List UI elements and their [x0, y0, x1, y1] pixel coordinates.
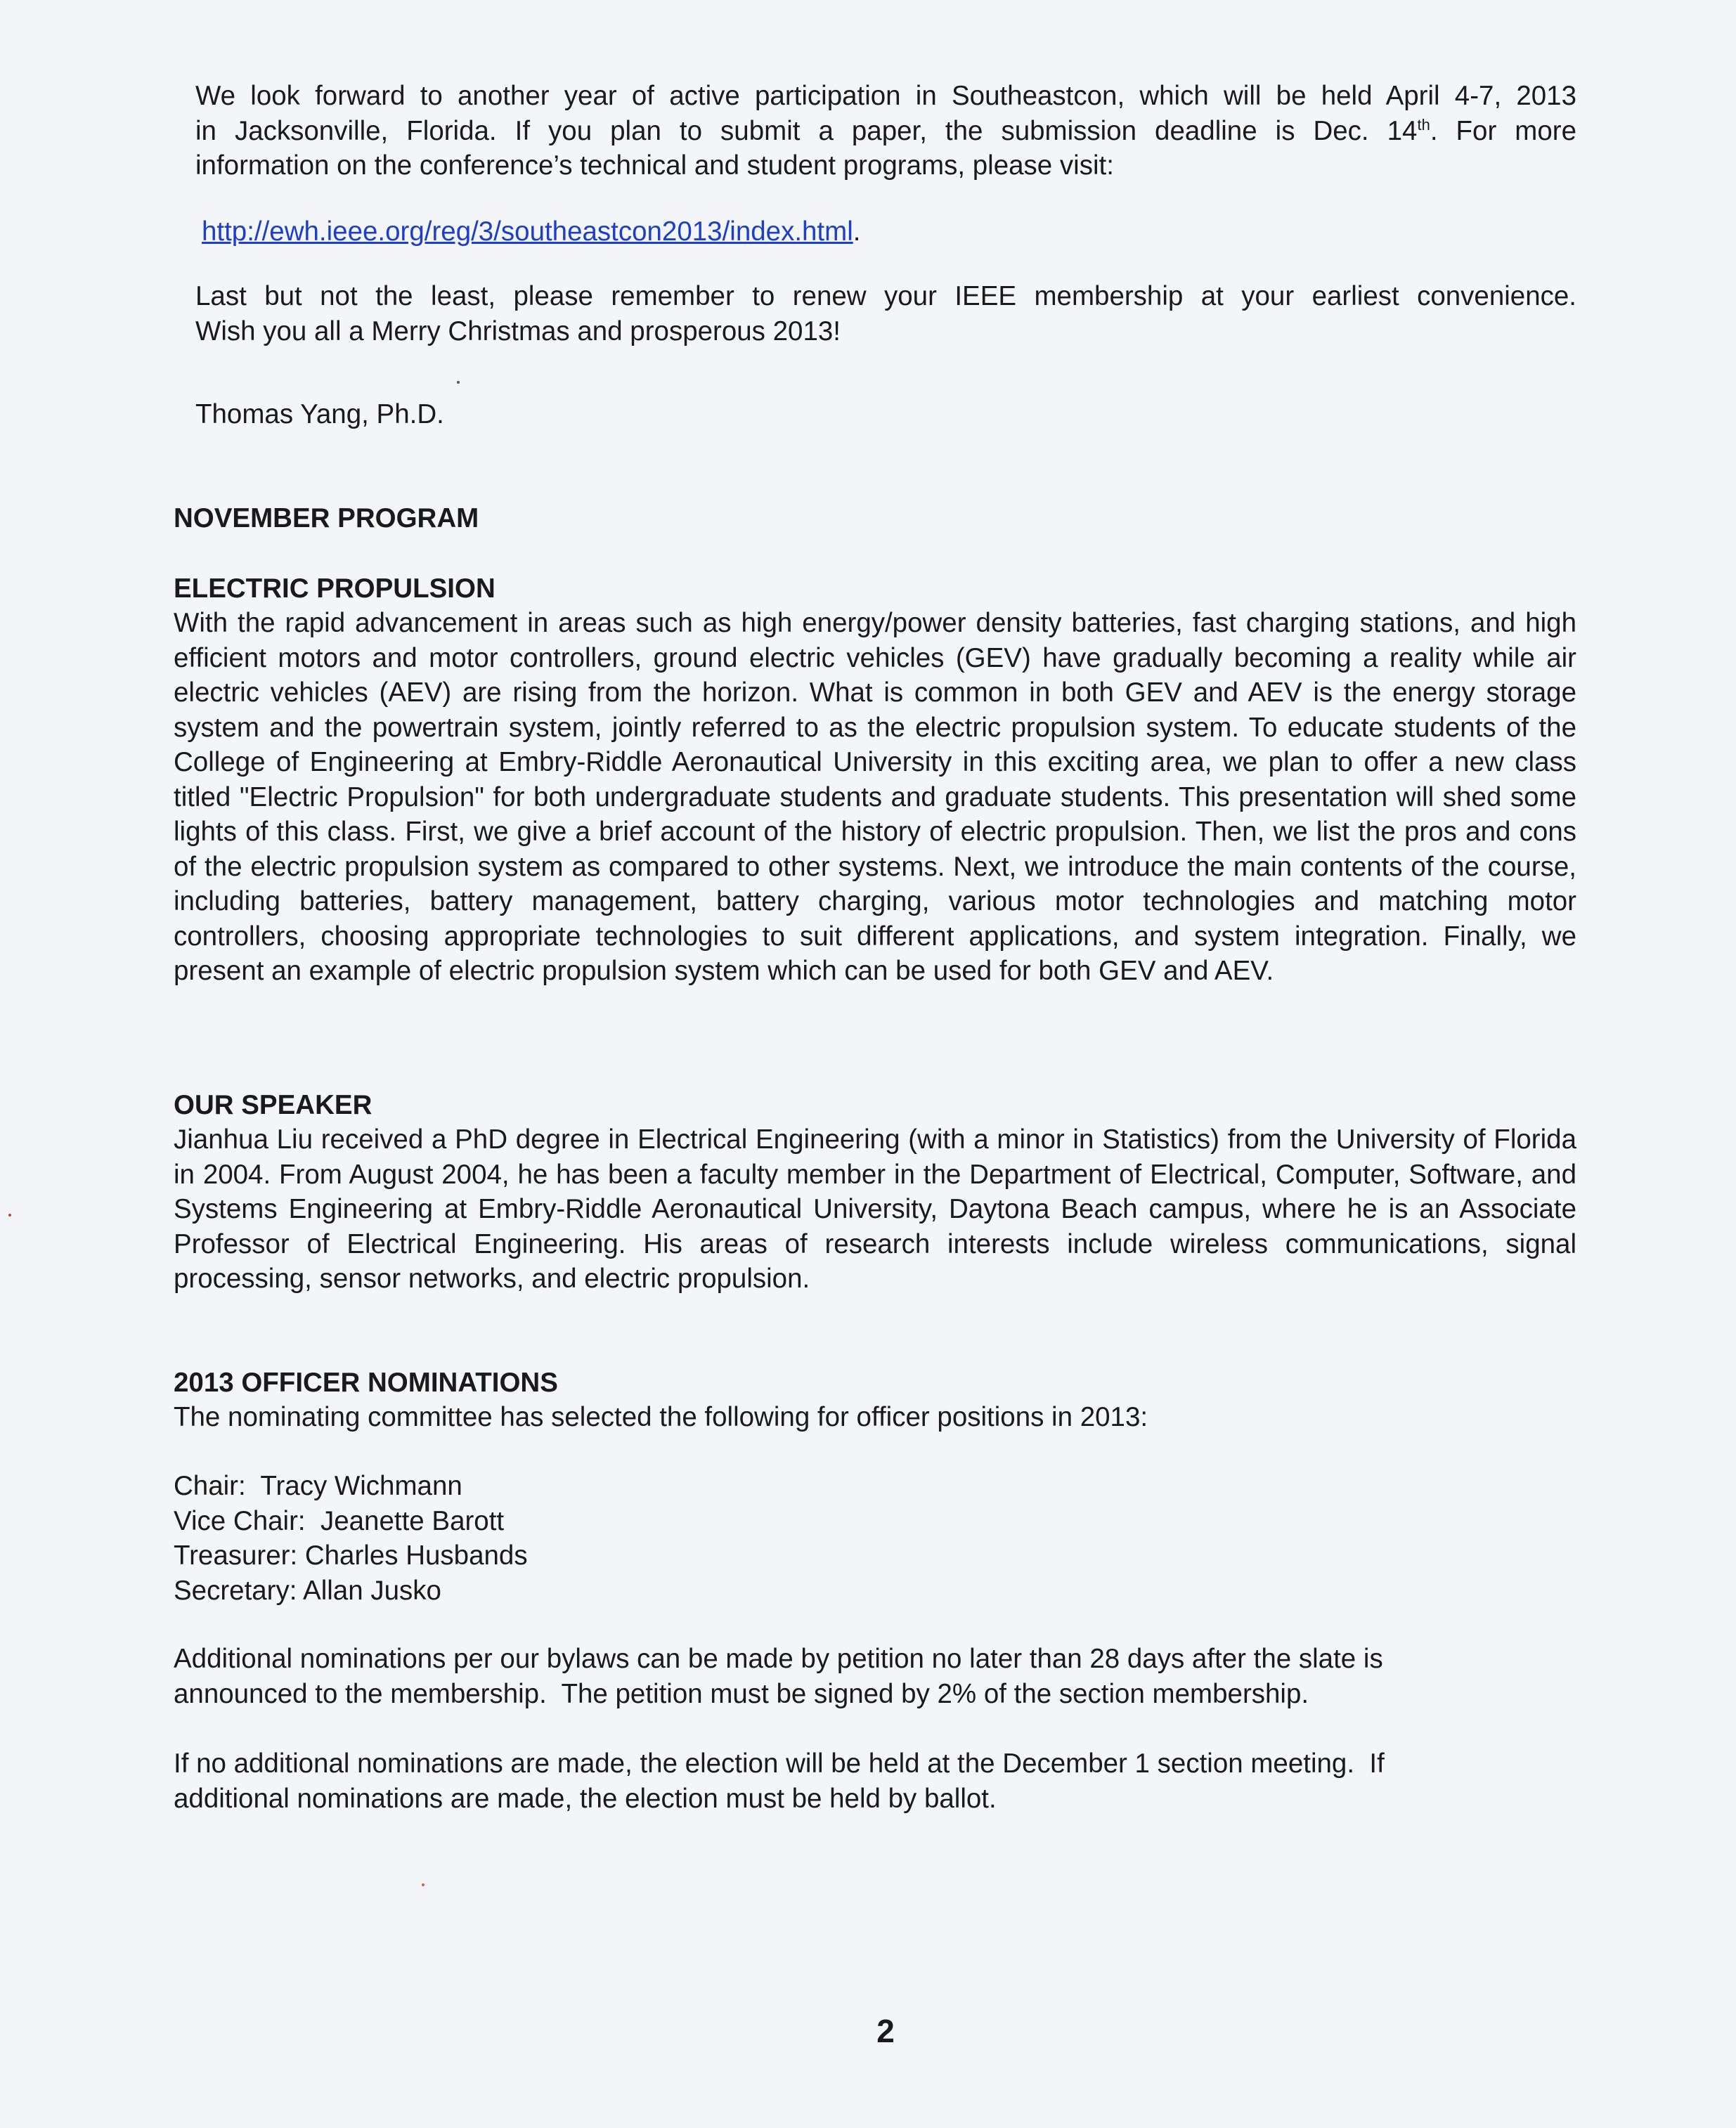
officer-vice-chair: Vice Chair: Jeanette Barott — [174, 1505, 505, 1536]
signature: Thomas Yang, Ph.D. — [195, 399, 444, 429]
speaker-heading: OUR SPEAKER — [174, 1090, 373, 1120]
letter-line-text: . For more — [1430, 115, 1576, 146]
officer-chair: Chair: Tracy Wichmann — [174, 1471, 462, 1501]
nominations-paragraph-2 — [174, 1746, 1576, 1816]
november-program-heading: NOVEMBER PROGRAM — [174, 503, 479, 533]
link-suffix: . — [853, 216, 861, 247]
officer-treasurer: Treasurer: Charles Husbands — [174, 1540, 528, 1571]
letter-paragraph-2 — [195, 279, 1576, 349]
letter-line: Wish you all a Merry Christmas and prosperous 2013! — [195, 316, 841, 346]
electric-propulsion-text: With the rapid advancement in areas such as high energy/power density batteries, fast charging stations, and high efficient motors and motor controllers, ground electric vehicles (GEV) have gradually becoming a reality while air electric vehicles (AEV) are rising from the horizon. What is common in both GEV and AEV is the energy storage system and the powertrain system, jointly referred to as the electric propulsion system. To educate students of the College of Engineering at Embry-Riddle Aeronautical University in this exciting area, we plan to offer a new class titled "Electric Propulsion" for both undergraduate students and graduate students. This presentation will shed some lights of this class. First, we give a brief account of the history of electric propulsion. Then, we list the pros and cons of the electric propulsion system as compared to other systems. Next, we introduce the main contents of the course, including batteries, battery management, battery charging, various motor technologies and matching motor controllers, choosing appropriate technologies to suit different applications, and system integration. Finally, we present an example of electric propulsion system which can be used for both GEV and AEV. — [174, 608, 1576, 986]
letter-line — [195, 114, 1576, 149]
officer-secretary: Secretary: Allan Jusko — [174, 1575, 441, 1606]
nominations-line: additional nominations are made, the election must be held by ballot. — [174, 1783, 997, 1814]
letter-line: information on the conference’s technical and student programs, please visit: — [195, 150, 1114, 181]
speaker-text: Jianhua Liu received a PhD degree in Electrical Engineering (with a minor in Statistics) from the University of Florida in 2004. From August 2004, he has been a faculty member in the Department of Electrical, Computer, Software, and Systems Engineering at Embry-Riddle Aeronautical University, Daytona Beach campus, where he is an Associate Professor of Electrical Engineering. His areas of research interests include wireless communications, signal processing, sensor networks, and electric propulsion. — [174, 1124, 1576, 1294]
nominations-line: Additional nominations per our bylaws can be made by petition no later than 28 days after the slate is — [174, 1644, 1383, 1674]
conference-link-line — [202, 214, 860, 249]
superscript: th — [1417, 115, 1430, 134]
nominations-line: If no additional nominations are made, the election will be held at the December 1 section meeting. If — [174, 1749, 1385, 1779]
letter-line: We look forward to another year of active participation in Southeastcon, which will be held April 4-7, 2013 — [195, 81, 1576, 111]
page-number: 2 — [876, 2013, 895, 2049]
nominations-paragraph-1 — [174, 1642, 1576, 1711]
electric-propulsion-heading: ELECTRIC PROPULSION — [174, 573, 495, 604]
scan-speck — [457, 381, 460, 384]
nominations-intro: The nominating committee has selected the following for officer positions in 2013: — [174, 1402, 1148, 1432]
nominations-line: announced to the membership. The petition must be signed by 2% of the section membership. — [174, 1678, 1309, 1709]
scan-speck — [8, 1214, 11, 1217]
officer-list — [174, 1469, 1576, 1608]
scan-speck — [422, 1883, 425, 1886]
letter-line-text: in Jacksonville, Florida. If you plan to submit a paper, the submission deadline is Dec. 14 — [195, 115, 1418, 146]
conference-link[interactable]: http://ewh.ieee.org/reg/3/southeastcon2013/index.html — [202, 216, 853, 247]
nominations-heading: 2013 OFFICER NOMINATIONS — [174, 1368, 558, 1398]
letter-line: Last but not the least, please remember to renew your IEEE membership at your earliest convenience. — [195, 281, 1576, 311]
letter-paragraph-1 — [195, 79, 1576, 183]
